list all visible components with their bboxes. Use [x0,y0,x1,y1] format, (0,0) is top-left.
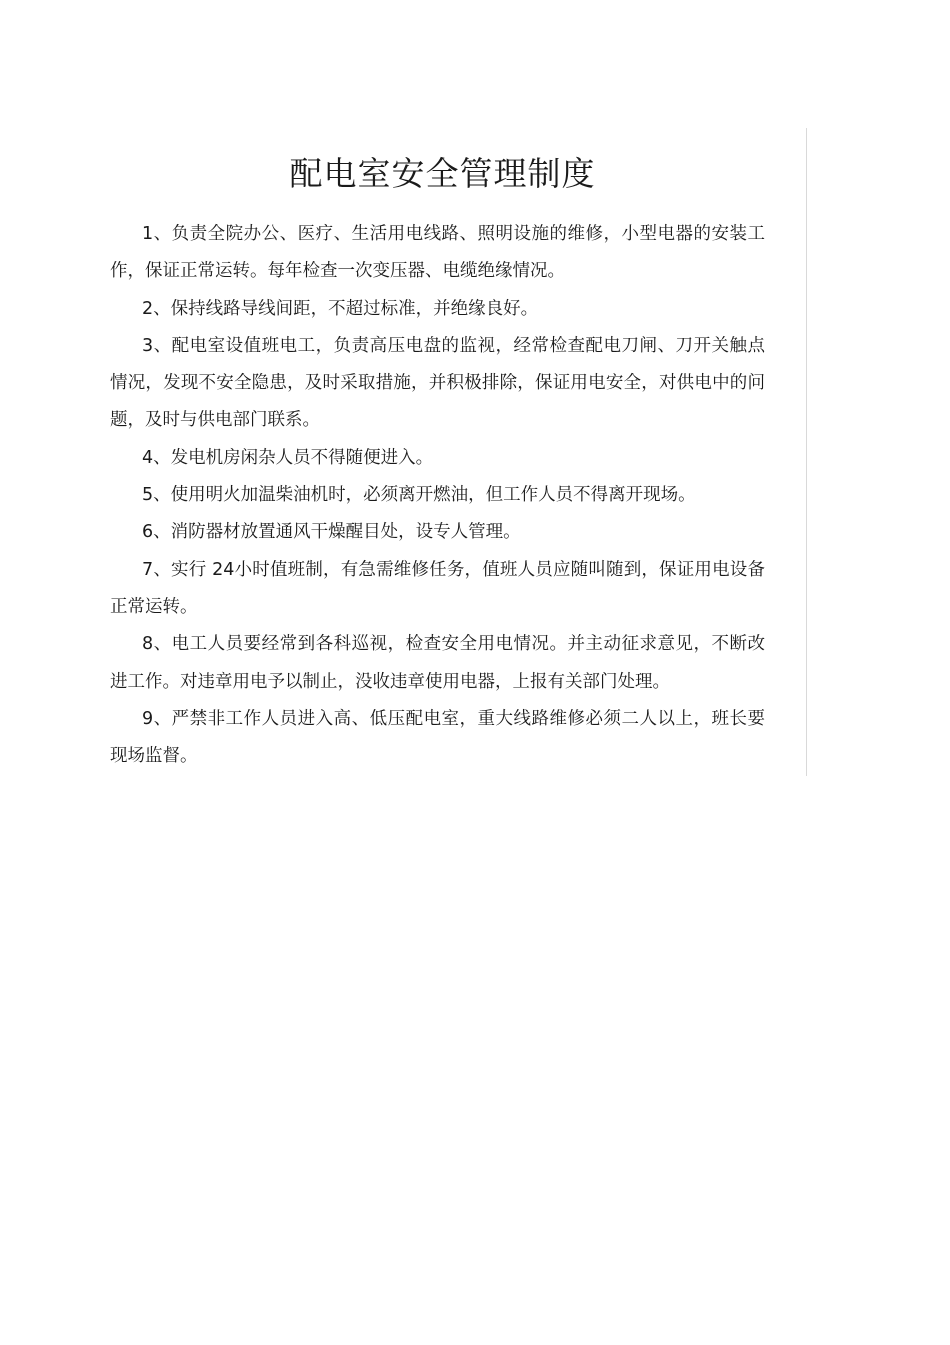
paragraph-4: 4、发电机房闲杂人员不得随便进入。 [142,447,434,468]
paragraph-2: 2、保持线路导线间距，不超过标准，并绝缘良好。 [142,298,539,319]
paragraph-6: 6、消防器材放置通风干燥醒目处，设专人管理。 [142,522,521,543]
paragraph-9: 9、严禁非工作人员进入高、低压配电室，重大线路维修必须二人以上，班长要现场监督。 [110,708,765,767]
document-title: 配电室安全管理制度 [289,154,596,193]
paragraph-1: 1、负责全院办公、医疗、生活用电线路、照明设施的维修，小型电器的安装工作，保证正常运转。每年检查一次变压器、电缆绝缘情况。 [110,224,765,282]
document-body [110,216,765,775]
paragraph-3: 3、配电室设值班电工，负责高压电盘的监视，经常检查配电刀闸、刀开关触点情况，发现不安全隐患，及时采取措施，并积极排除，保证用电安全，对供电中的问题，及时与供电部门联系。 [110,335,765,431]
paragraph-8: 8、电工人员要经常到各科巡视，检查安全用电情况。并主动征求意见，不断改进工作。对违章用电予以制止，没收违章使用电器，上报有关部门处理。 [110,634,765,692]
page-margin-rule [806,128,807,776]
paragraph-7: 7、实行 24小时值班制，有急需维修任务，值班人员应随叫随到，保证用电设备正常运转。 [110,559,765,617]
paragraph-5: 5、使用明火加温柴油机时，必须离开燃油，但工作人员不得离开现场。 [142,485,696,506]
